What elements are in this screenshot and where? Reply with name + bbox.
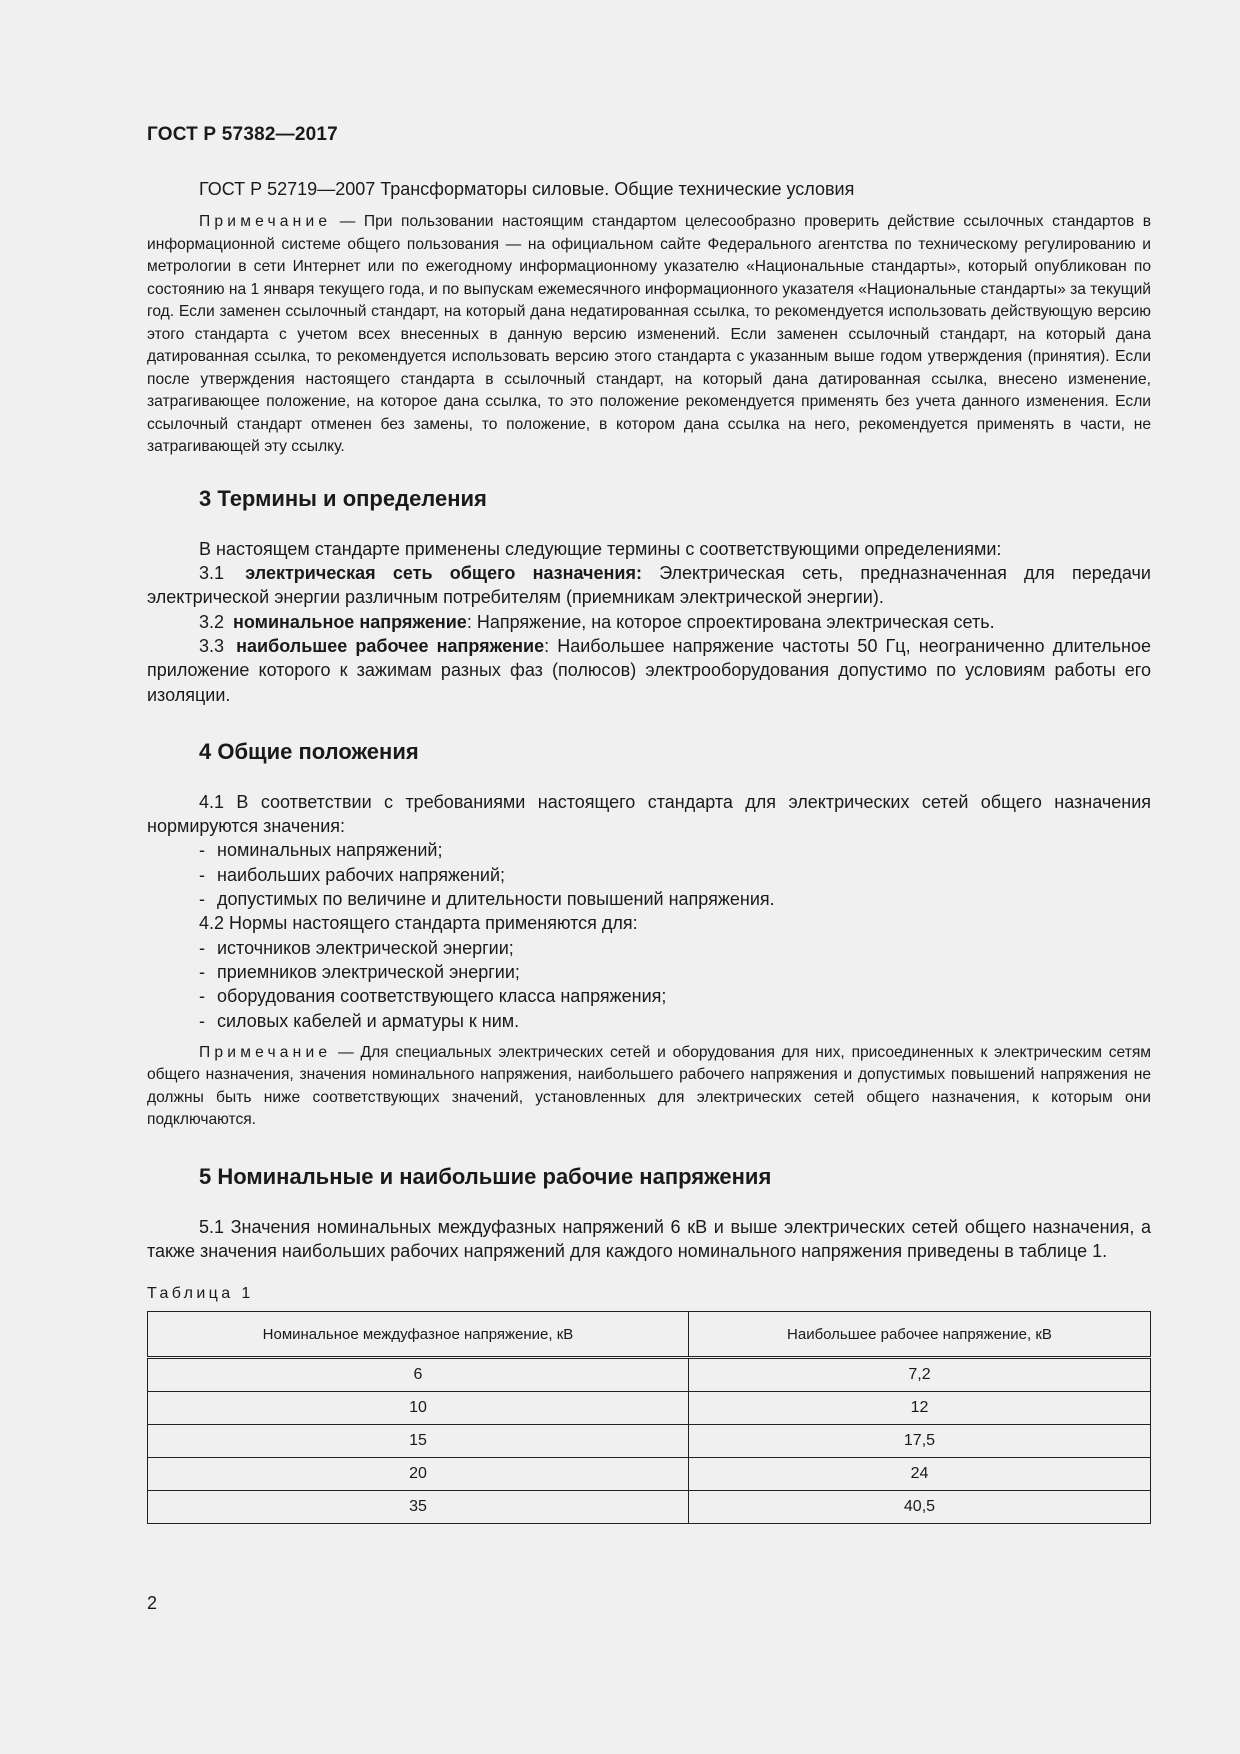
term-definition: Электрическая сеть, предназначенная для передачи электрической энергии различным потребителям (приемникам электрической энергии).	[147, 563, 1151, 608]
note-label: Примечание	[199, 213, 332, 231]
cell-max-operating: 7,2	[688, 1358, 1150, 1392]
term-number: 3.2	[199, 611, 225, 632]
note-text: — При пользовании настоящим стандартом целесообразно проверить действие ссылочных стандартов в информационной системе общего пользования — на официальном сайте Федерального агентства по техническому регулированию и метрологии в сети Интернет или по ежегодному информационному указателю «Национальные стандарты», который опубликован по состоянию на 1 января текущего года, и по выпускам ежемесячного информационного указателя «Национальные стандарты» за текущий год. Если заменен ссылочный стандарт, на который дана недатированная ссылка, то рекомендуется использовать действующую версию этого стандарта с учетом всех внесенных в данную версию изменений. Если заменен ссылочный стандарт, на который дана датированная ссылка, то рекомендуется использовать версию этого стандарта с указанным выше годом утверждения (принятия). Если после утверждения настоящего стандарта в ссылочный стандарт, на который дана датированная ссылка, внесено изменение, затрагивающее положение, на которое дана ссылка, то это положение рекомендуется применять без учета данного изменения. Если ссылочный стандарт отменен без замены, то положение, в котором дана ссылка на него, рекомендуется применять в части, не затрагивающей эту ссылку.	[147, 213, 1151, 456]
voltage-table	[147, 1311, 1151, 1524]
term-number: 3.3	[199, 635, 225, 656]
cell-nominal: 10	[148, 1392, 689, 1425]
list-applicability	[147, 936, 1151, 1033]
term-3-2	[147, 610, 1151, 634]
list-item: - приемников электрической энергии;	[199, 961, 520, 982]
term-name: электрическая сеть общего назначения:	[245, 563, 642, 584]
table-row	[148, 1458, 1151, 1491]
term-3-1	[147, 561, 1151, 610]
table-row	[148, 1491, 1151, 1524]
cell-nominal: 15	[148, 1425, 689, 1458]
list-item: - силовых кабелей и арматуры к ним.	[199, 1010, 520, 1031]
section-5-body	[147, 1215, 1151, 1264]
table-row	[148, 1358, 1151, 1392]
note-label: Примечание	[199, 1043, 332, 1061]
table-header-row	[148, 1312, 1151, 1358]
page-header-title: ГОСТ Р 57382—2017	[147, 124, 338, 145]
column-header-max-operating: Наибольшее рабочее напряжение, кВ	[688, 1312, 1150, 1358]
note-text: — Для специальных электрических сетей и оборудования для них, присоединенных к электрическим сетям общего назначения, значения номинального напряжения, наибольшего рабочего напряжения и допустимых повышений напряжения не должны быть ниже соответствующих значений, установленных для электрических сетей общего назначения, к которым они подключаются.	[147, 1043, 1151, 1129]
table-caption: Таблица 1	[147, 1285, 254, 1303]
column-header-nominal: Номинальное междуфазное напряжение, кВ	[148, 1312, 689, 1358]
term-name: номинальное напряжение	[233, 611, 467, 632]
note-special-networks	[147, 1042, 1151, 1132]
term-definition: : Наибольшее напряжение частоты 50 Гц, неограниченно длительное приложение которого к зажимам разных фаз (полюсов) электрооборудования допустимо по условиям работы его изоляции.	[147, 635, 1152, 705]
list-normed-values	[147, 838, 1151, 911]
section-3-intro: В настоящем стандарте применены следующие термины с соответствующими определениями:	[199, 538, 1002, 559]
clause-5-1: 5.1 Значения номинальных междуфазных напряжений 6 кВ и выше электрических сетей общего назначения, а также значения наибольших рабочих напряжений для каждого номинального напряжения приведены в таблице 1.	[147, 1216, 1151, 1262]
term-3-3	[147, 634, 1151, 707]
cell-max-operating: 40,5	[688, 1491, 1150, 1524]
page-content	[147, 177, 1151, 1524]
list-item: - оборудования соответствующего класса напряжения;	[199, 986, 667, 1007]
page-number: 2	[147, 1593, 158, 1613]
table-row	[148, 1425, 1151, 1458]
list-item: - допустимых по величине и длительности повышений напряжения.	[199, 889, 775, 910]
term-definition: : Напряжение, на которое спроектирована электрическая сеть.	[466, 611, 995, 632]
cell-max-operating: 12	[688, 1392, 1150, 1425]
list-item: - наибольших рабочих напряжений;	[199, 864, 506, 885]
table-row	[148, 1392, 1151, 1425]
section-3-heading: 3 Термины и определения	[199, 485, 487, 511]
cell-nominal: 35	[148, 1491, 689, 1524]
cell-nominal: 20	[148, 1458, 689, 1491]
term-name: наибольшее рабочее напряжение	[236, 635, 545, 656]
cell-max-operating: 24	[688, 1458, 1150, 1491]
section-4-body	[147, 790, 1151, 1033]
clause-4-2: 4.2 Нормы настоящего стандарта применяются для:	[199, 913, 638, 934]
list-item: - номинальных напряжений;	[199, 840, 443, 861]
cell-max-operating: 17,5	[688, 1425, 1150, 1458]
section-4-heading: 4 Общие положения	[199, 738, 419, 764]
cell-nominal: 6	[148, 1358, 689, 1392]
normative-reference: ГОСТ Р 52719—2007 Трансформаторы силовые. Общие технические условия	[199, 179, 855, 199]
section-5-heading: 5 Номинальные и наибольшие рабочие напряжения	[199, 1163, 772, 1189]
list-item: - источников электрической энергии;	[199, 937, 514, 958]
clause-4-1: 4.1 В соответствии с требованиями настоящего стандарта для электрических сетей общего назначения нормируются значения:	[147, 791, 1151, 837]
term-number: 3.1	[199, 563, 225, 584]
note-references	[147, 211, 1151, 459]
section-3-body	[147, 537, 1151, 707]
